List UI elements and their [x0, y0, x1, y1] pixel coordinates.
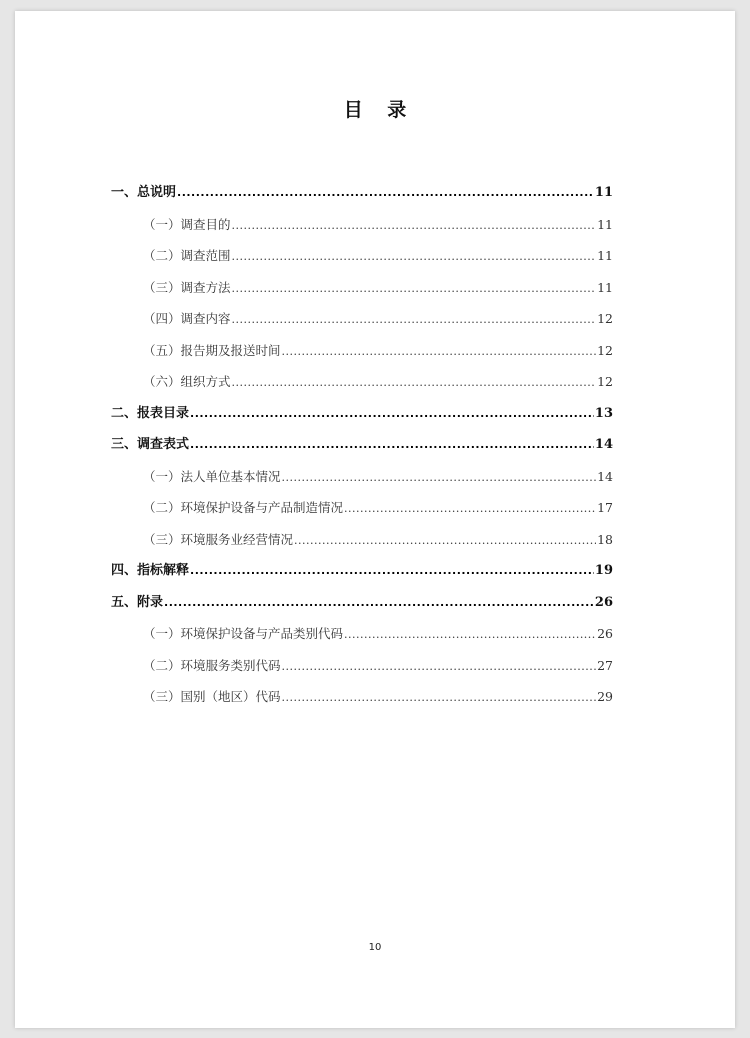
toc-entry[interactable] [111, 492, 613, 524]
table-of-contents [111, 177, 613, 713]
toc-entry-page: 14 [594, 437, 613, 452]
toc-entry-label: 五、附录 [111, 594, 164, 610]
toc-entry[interactable] [111, 555, 613, 587]
toc-leader-dots [232, 209, 597, 242]
toc-entry-page: 26 [597, 626, 613, 641]
toc-leader-dots [282, 461, 597, 494]
toc-entry-label: （五）报告期及报送时间 [143, 342, 281, 358]
toc-leader-dots [232, 240, 597, 273]
toc-entry[interactable] [111, 429, 613, 461]
toc-leader-dots [190, 398, 594, 430]
toc-entry[interactable] [111, 681, 613, 713]
toc-leader-dots [344, 492, 596, 525]
document-page [15, 11, 735, 1028]
toc-entry-page: 18 [597, 531, 613, 547]
page-number: 10 [368, 942, 382, 953]
toc-leader-dots [190, 555, 594, 587]
toc-entry-label: （二）环境保护设备与产品制造情况 [143, 500, 344, 515]
toc-entry-page: 11 [597, 248, 613, 263]
toc-entry-page: 12 [597, 342, 613, 358]
toc-entry-label: （三）调查方法 [143, 279, 231, 295]
toc-entry-page: 11 [594, 185, 613, 200]
toc-leader-dots [232, 303, 597, 336]
toc-entry-page: 27 [597, 657, 613, 673]
toc-entry-label: （二）调查范围 [143, 248, 231, 263]
toc-leader-dots [177, 177, 594, 209]
toc-entry-label: （一）环境保护设备与产品类别代码 [143, 626, 344, 641]
toc-entry-label: （二）环境服务类别代码 [143, 657, 281, 673]
toc-leader-dots [190, 429, 594, 461]
toc-entry[interactable] [111, 209, 613, 241]
toc-entry[interactable] [111, 366, 613, 398]
toc-leader-dots [232, 366, 597, 399]
toc-entry[interactable] [111, 240, 613, 272]
toc-entry[interactable] [111, 177, 613, 209]
toc-entry[interactable] [111, 587, 613, 619]
toc-entry-label: 一、总说明 [111, 185, 177, 200]
toc-entry[interactable] [111, 461, 613, 493]
toc-entry[interactable] [111, 398, 613, 430]
toc-entry-label: （一）调查目的 [143, 216, 231, 232]
toc-leader-dots [282, 681, 597, 714]
toc-entry-label: （四）调查内容 [143, 311, 231, 326]
toc-leader-dots [282, 335, 597, 368]
toc-entry[interactable] [111, 272, 613, 304]
toc-entry-label: （一）法人单位基本情况 [143, 468, 281, 484]
toc-entry-label: 四、指标解释 [111, 563, 190, 578]
toc-entry-page: 11 [597, 279, 613, 295]
toc-entry-page: 12 [597, 374, 613, 389]
toc-entry[interactable] [111, 524, 613, 556]
toc-entry-page: 26 [594, 594, 613, 610]
toc-leader-dots [164, 587, 594, 619]
toc-entry-label: （六）组织方式 [143, 374, 231, 389]
toc-entry-page: 14 [597, 468, 613, 484]
toc-entry-page: 12 [597, 311, 613, 326]
toc-leader-dots [344, 618, 596, 651]
toc-entry-label: （三）国别（地区）代码 [143, 689, 281, 704]
toc-entry[interactable] [111, 335, 613, 367]
toc-leader-dots [282, 650, 597, 683]
toc-leader-dots [294, 524, 596, 557]
toc-entry-page: 11 [597, 216, 613, 232]
toc-entry-page: 29 [597, 689, 613, 704]
toc-entry-page: 13 [594, 405, 613, 421]
toc-entry[interactable] [111, 303, 613, 335]
toc-leader-dots [232, 272, 597, 305]
page-title: 目 录 [343, 99, 416, 121]
toc-entry[interactable] [111, 650, 613, 682]
toc-entry-label: （三）环境服务业经营情况 [143, 531, 294, 547]
toc-entry-page: 17 [597, 500, 613, 515]
toc-entry-page: 19 [594, 563, 613, 578]
toc-entry-label: 二、报表目录 [111, 405, 190, 421]
toc-entry[interactable] [111, 618, 613, 650]
toc-entry-label: 三、调查表式 [111, 437, 190, 452]
